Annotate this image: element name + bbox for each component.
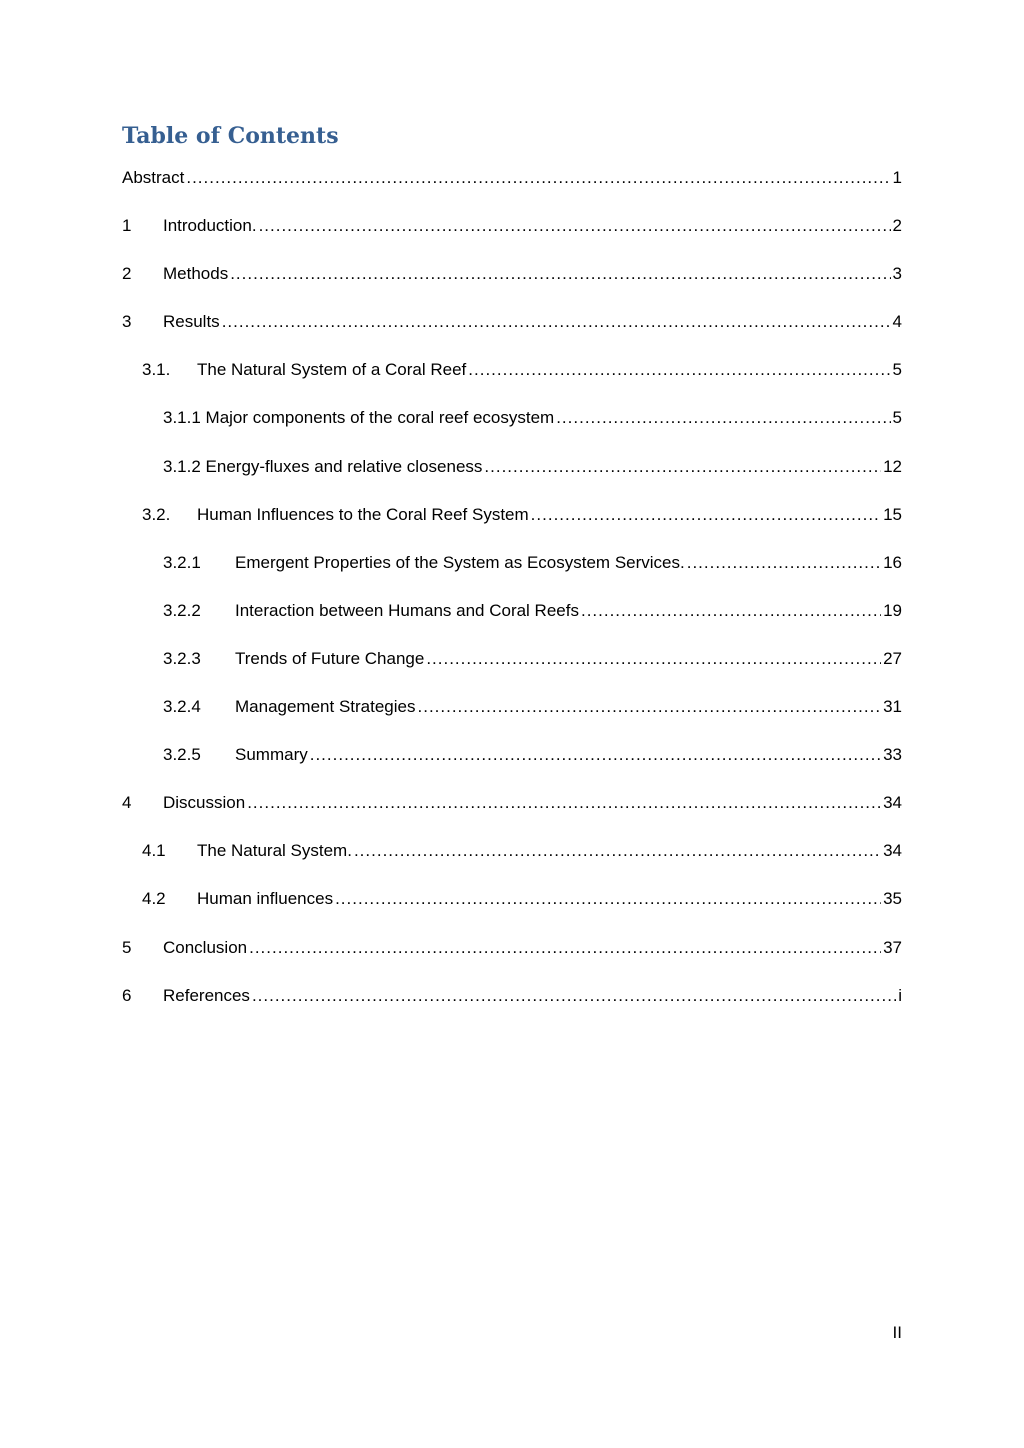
toc-entry[interactable] xyxy=(122,598,902,646)
toc-entry[interactable] xyxy=(122,838,902,886)
dot-leader xyxy=(556,405,890,431)
dot-leader xyxy=(354,838,881,864)
toc-entry-number: 3.1. xyxy=(142,360,171,380)
toc-entry-title[interactable]: 3.1.1 Major components of the coral reef ecosystem xyxy=(163,408,555,428)
toc-entry[interactable] xyxy=(122,983,902,1031)
dot-leader xyxy=(252,983,896,1009)
toc-entry-title[interactable]: Abstract xyxy=(122,168,185,187)
toc-entry-number: 3.2. xyxy=(142,504,171,524)
toc-entry[interactable] xyxy=(122,694,902,742)
toc-entry-page[interactable]: 37 xyxy=(883,937,902,957)
dot-leader xyxy=(230,261,890,287)
toc-entry-title[interactable]: Emergent Properties of the System as Ecosystem Services. xyxy=(235,552,685,572)
toc-entry-title[interactable]: The Natural System of a Coral Reef xyxy=(197,360,467,380)
toc-entry-page[interactable]: 5 xyxy=(892,408,902,428)
toc-entry-number: 6 xyxy=(122,985,132,1005)
toc-entry-page[interactable]: 31 xyxy=(883,697,902,717)
toc-entry-title[interactable]: Discussion xyxy=(163,793,246,813)
toc-entry-title[interactable]: The Natural System. xyxy=(197,841,352,861)
toc-entry-title[interactable]: Trends of Future Change xyxy=(235,648,425,668)
toc-entry-page[interactable]: 34 xyxy=(883,793,902,813)
toc-entry-number: 5 xyxy=(122,937,132,957)
dot-leader xyxy=(222,309,891,335)
toc-entry-title[interactable]: Management Strategies xyxy=(235,697,416,717)
toc-entry[interactable] xyxy=(122,454,902,502)
toc-entry[interactable] xyxy=(122,502,902,550)
toc-entry-page[interactable]: 15 xyxy=(883,504,902,524)
toc-entry-title[interactable]: Conclusion xyxy=(163,937,248,957)
toc-entry-title[interactable]: Methods xyxy=(163,264,229,284)
page-number: II xyxy=(892,1323,902,1342)
toc-entry-number: 4 xyxy=(122,793,132,813)
toc-entry-page[interactable]: i xyxy=(898,985,902,1005)
dot-leader xyxy=(418,694,882,720)
dot-leader xyxy=(687,550,881,576)
toc-entry-title[interactable]: Results xyxy=(163,312,220,332)
dot-leader xyxy=(247,790,881,816)
toc-entry-page[interactable]: 27 xyxy=(883,648,902,668)
toc-heading: Table of Contents xyxy=(122,123,339,149)
dot-leader xyxy=(531,502,881,528)
toc-entry-page[interactable]: 1 xyxy=(892,168,902,187)
toc-entry-page[interactable]: 19 xyxy=(883,600,902,620)
dot-leader xyxy=(581,598,881,624)
toc-entry-page[interactable]: 34 xyxy=(883,841,902,861)
dot-leader xyxy=(249,935,881,961)
toc-entry[interactable] xyxy=(122,886,902,934)
dot-leader xyxy=(468,357,890,383)
dot-leader xyxy=(186,165,890,191)
toc-entry-page[interactable]: 2 xyxy=(892,216,902,236)
toc-entry-number: 2 xyxy=(122,264,132,284)
toc-entry-title[interactable]: Human Influences to the Coral Reef System xyxy=(197,504,529,524)
toc-entry-number: 3.2.5 xyxy=(163,745,201,765)
toc-entry[interactable] xyxy=(122,742,902,790)
toc-entry-number: 1 xyxy=(122,216,132,236)
dot-leader xyxy=(259,213,891,239)
toc-entry-title[interactable]: Introduction. xyxy=(163,216,257,236)
toc-entry-title[interactable]: Summary xyxy=(235,745,308,765)
toc-entry[interactable] xyxy=(122,213,902,261)
toc-entry-page[interactable]: 33 xyxy=(883,745,902,765)
toc-entry-page[interactable]: 12 xyxy=(883,456,902,476)
toc-entry-number: 4.2 xyxy=(142,889,166,909)
toc-entry-number: 3.2.2 xyxy=(163,600,201,620)
toc-entry-number: 3 xyxy=(122,312,132,332)
toc-entry[interactable] xyxy=(122,309,902,357)
toc-entry-number: 3.2.1 xyxy=(163,552,201,572)
toc-entry-title[interactable]: Human influences xyxy=(197,889,334,909)
dot-leader xyxy=(426,646,881,672)
toc-entry-number: 4.1 xyxy=(142,841,166,861)
dot-leader xyxy=(335,886,881,912)
toc-entry[interactable] xyxy=(122,790,902,838)
toc-entry-page[interactable]: 5 xyxy=(892,360,902,380)
toc-entry-number: 3.2.4 xyxy=(163,697,201,717)
dot-leader xyxy=(484,454,881,480)
toc-entry-title[interactable]: 3.1.2 Energy-fluxes and relative closeness xyxy=(163,456,483,476)
toc-entry[interactable] xyxy=(122,357,902,405)
toc-entry[interactable] xyxy=(122,646,902,694)
toc-entry-page[interactable]: 16 xyxy=(883,552,902,572)
toc-entry-page[interactable]: 35 xyxy=(883,889,902,909)
toc-entry-number: 3.2.3 xyxy=(163,648,201,668)
toc-entry[interactable] xyxy=(122,550,902,598)
toc-list xyxy=(122,165,902,1031)
toc-entry[interactable] xyxy=(122,165,902,213)
toc-entry-page[interactable]: 4 xyxy=(892,312,902,332)
dot-leader xyxy=(310,742,881,768)
toc-entry[interactable] xyxy=(122,261,902,309)
toc-entry-page[interactable]: 3 xyxy=(892,264,902,284)
toc-entry-title[interactable]: References xyxy=(163,985,250,1005)
toc-entry[interactable] xyxy=(122,935,902,983)
toc-entry[interactable] xyxy=(122,405,902,453)
toc-entry-title[interactable]: Interaction between Humans and Coral Reefs xyxy=(235,600,579,620)
